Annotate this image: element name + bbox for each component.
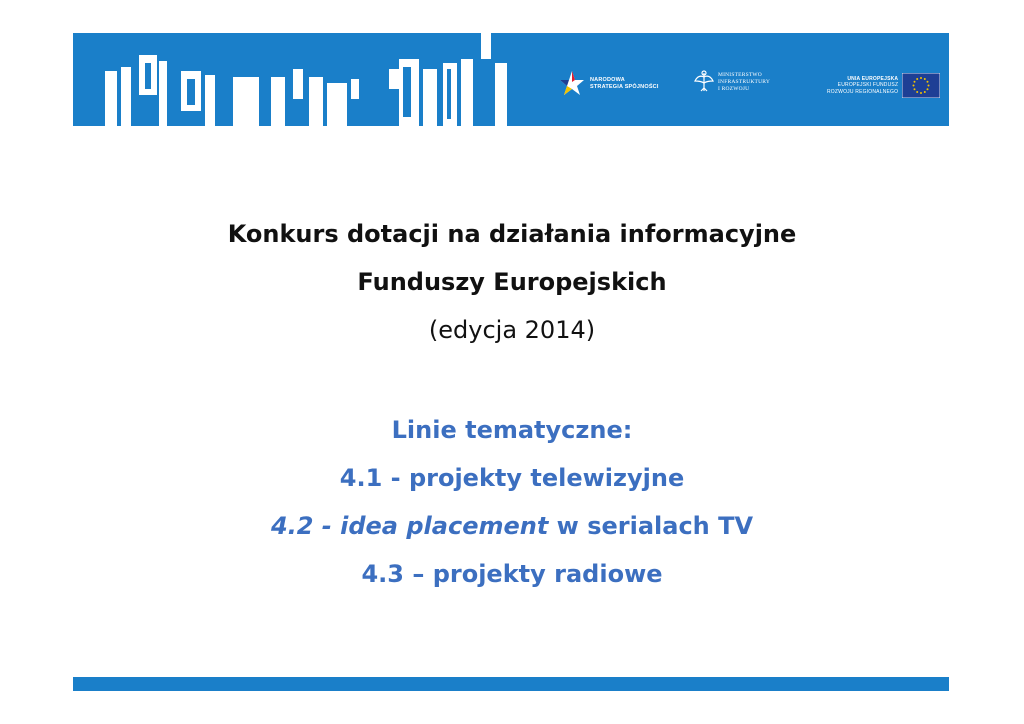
logo-ministry-line2: INFRASTRUKTURY <box>718 78 771 85</box>
logo-nss-line1: NARODOWA <box>590 77 625 83</box>
theme-item-4-1: 4.1 - projekty telewizyjne <box>339 464 685 492</box>
footer-bar <box>73 677 949 691</box>
themes-list <box>0 406 1024 598</box>
header-banner <box>73 33 949 126</box>
logo-nss <box>557 69 659 99</box>
logo-nss-line2: STRATEGIA SPÓJNOŚCI <box>590 84 659 90</box>
decorative-blocks-graphic <box>73 33 553 126</box>
logo-ministry-line3: I ROZWOJU <box>718 85 750 92</box>
logo-eu-line3: ROZWOJU REGIONALNEGO <box>827 88 899 95</box>
eu-flag-icon <box>902 73 940 98</box>
theme-item-4-2-italic: 4.2 - idea placement <box>270 512 549 540</box>
theme-item-4-3: 4.3 – projekty radiowe <box>361 560 663 588</box>
logo-ministry-line1: MINISTERSTWO <box>718 71 762 78</box>
theme-item-4-2 <box>0 502 1024 550</box>
title-block <box>0 210 1024 354</box>
logo-eu <box>827 73 940 98</box>
title-line-3: (edycja 2014) <box>428 316 596 344</box>
logo-eu-line2: EUROPEJSKI FUNDUSZ <box>837 82 899 89</box>
theme-item-4-2-rest: w serialach TV <box>548 512 754 540</box>
title-line-2: Funduszy Europejskich <box>357 268 667 296</box>
title-line-1: Konkurs dotacji na działania informacyjne <box>227 220 797 248</box>
logo-eu-line1: UNIA EUROPEJSKA <box>847 75 899 82</box>
logo-ministry <box>693 69 770 95</box>
eagle-icon <box>693 69 715 95</box>
themes-heading: Linie tematyczne: <box>391 416 633 444</box>
star-icon <box>557 69 587 99</box>
